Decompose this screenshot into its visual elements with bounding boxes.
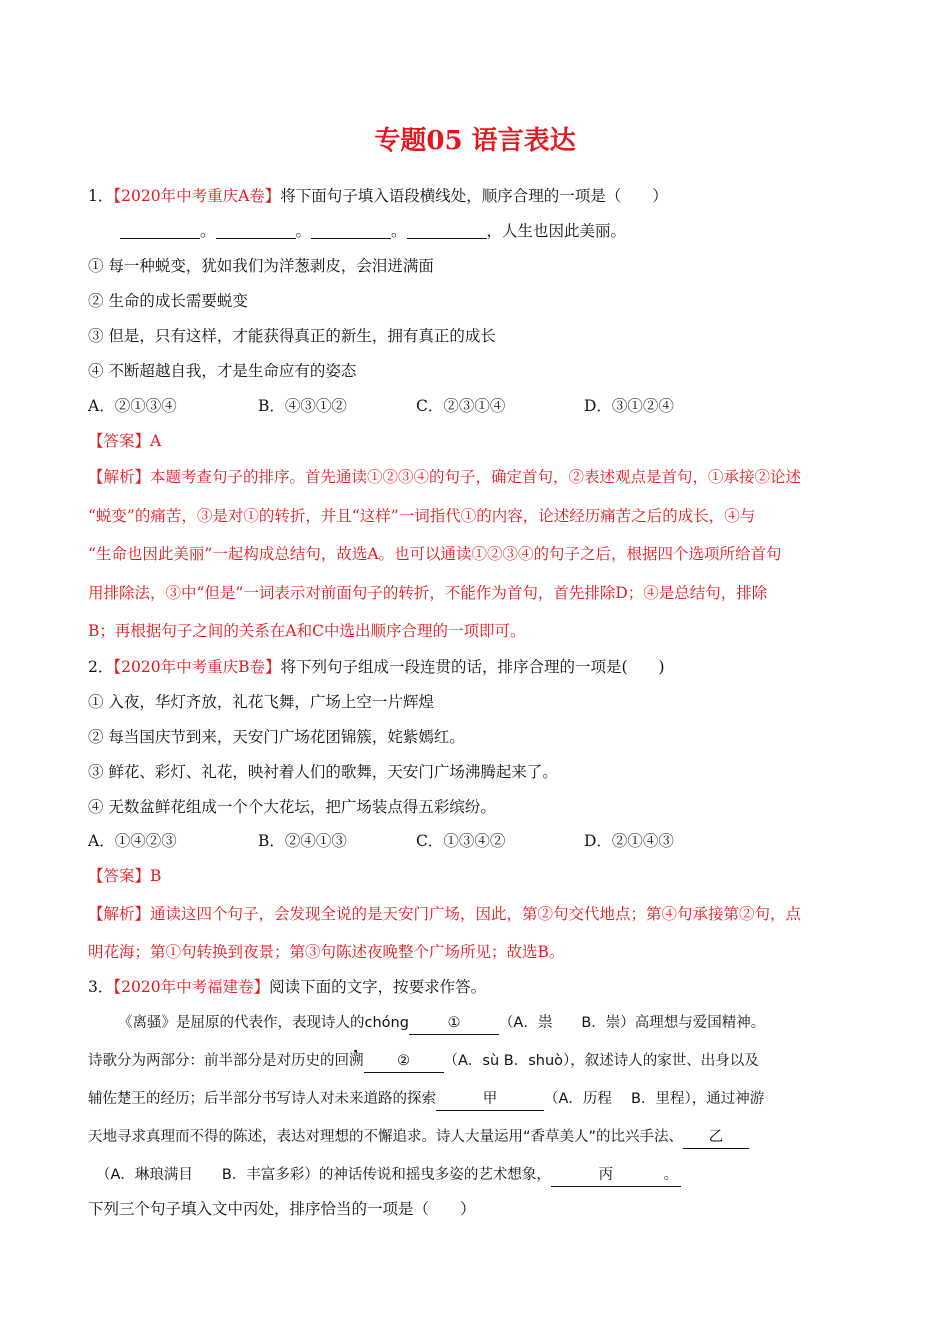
q1-item: ① 每一种蜕变，犹如我们为洋葱剥皮，会泪迸满面 [88,257,434,275]
q2-item: ③ 鲜花、彩灯、礼花，映衬着人们的歌舞，天安门广场沸腾起来了。 [88,763,558,781]
q3-source-tag: 【2020年中考福建卷】 [113,978,270,996]
q2-option: B．②④①③ [258,832,347,850]
q1-item: ② 生命的成长需要蜕变 [88,292,248,310]
q3-passage-line: 辅佐楚王的经历；后半部分书写诗人对未来道路的探索 甲 （A．历程 B．里程），通过神游 [88,1088,764,1111]
q2-item: ④ 无数盆鲜花组成一个个大花坛，把广场装点得五彩缤纷。 [88,798,496,816]
q3-passage-line: 天地寻求真理而不得的陈述，表达对理想的不懈追求。诗人大量运用“香草美人”的比兴手法、 乙 [88,1126,749,1149]
q1-option: A．②①③④ [88,397,177,415]
q3-blank-yi: 乙 [683,1126,749,1149]
q3-question: 下列三个句子填入文中丙处，排序恰当的一项是（ ） [88,1200,476,1218]
blank [407,222,487,239]
q2-stem: 2．【2020年中考重庆B卷】将下列句子组成一段连贯的话，排序合理的一项是( ) [88,658,665,676]
q1-analysis-line: 用排除法，③中“但是”一词表示对前面句子的转折，不能作为首句，首先排除D；④是总结句，排除 [88,584,768,602]
q1-analysis-line: 【解析】本题考查句子的排序。首先通读①②③④的句子，确定首句，②表述观点是首句，①承接②论述 [88,468,802,486]
q2-option: C．①③④② [416,832,506,850]
q1-options [88,395,674,417]
q3-passage-line: 《离骚》是屈原的代表作，表现诗人的chóng ① （A．祟 B．崇）高理想与爱国精神。 [118,1012,765,1035]
q3-blank-bing: 丙 [551,1164,661,1187]
q1-analysis-line: B；再根据句子之间的关系在A和C中选出顺序合理的一项即可。 [88,622,526,640]
blank [216,222,296,239]
q1-analysis-line: “生命也因此美丽”一起构成总结句，故选A。也可以通读①②③④的句子之后，根据四个选项所给首句 [88,545,782,563]
q2-item: ① 入夜，华灯齐放，礼花飞舞，广场上空一片辉煌 [88,693,434,711]
blank [120,222,200,239]
q3-stem: 3．【2020年中考福建卷】阅读下面的文字，按要求作答。 [88,978,487,996]
q1-answer: 【答案】A [88,432,162,450]
q2-item: ② 每当国庆节到来，天安门广场花团锦簇，姹紫嫣红。 [88,728,465,746]
page-title: 专题05 语言表达 [374,126,576,156]
q1-option: D．③①②④ [584,397,674,415]
q2-options [88,830,674,852]
q1-stem: 1．【2020年中考重庆A卷】将下面句子填入语段横线处，顺序合理的一项是（ ） [88,187,668,205]
q1-analysis-line: “蜕变”的痛苦，③是对①的转折，并且“这样”一词指代①的内容，论述经历痛苦之后的成长，④与 [88,507,756,525]
q3-passage-line: 诗歌分为两部分：前半部分是对历史的回溯 ② （A．sù B．shuò），叙述诗人的家世、出身以及 [88,1050,759,1073]
q1-option: B．④③①② [258,397,347,415]
q1-source-tag: 【2020年中考重庆A卷】 [113,187,281,205]
q3-passage-line: （A．琳琅满目 B．丰富多彩）的神话传说和摇曳多姿的艺术想象， 丙 。 [96,1164,681,1187]
q1-option: C．②③①④ [416,397,506,415]
q2-analysis-line: 【解析】通读这四个句子，会发现全说的是天安门广场，因此，第②句交代地点；第④句承接第②句，点 [88,905,802,923]
q1-item: ③ 但是，只有这样，才能获得真正的新生，拥有真正的成长 [88,327,496,345]
q2-option: A．①④②③ [88,832,177,850]
q1-fill-line: 。 。 。 ，人生也因此美丽。 [120,220,626,242]
q3-blank-jia: 甲 [436,1088,544,1111]
q3-blank-2: ② [364,1050,444,1073]
q2-option: D．②①④③ [584,832,674,850]
q2-analysis-line: 明花海；第①句转换到夜景；第③句陈述夜晚整个广场所见；故选B。 [88,943,565,961]
q3-emphasis-char: 溯 [349,1053,364,1069]
q3-blank-1: ① [409,1012,499,1035]
q2-source-tag: 【2020年中考重庆B卷】 [113,658,281,676]
q2-answer: 【答案】B [88,867,162,885]
q1-item: ④ 不断超越自我，才是生命应有的姿态 [88,362,357,380]
blank [311,222,391,239]
